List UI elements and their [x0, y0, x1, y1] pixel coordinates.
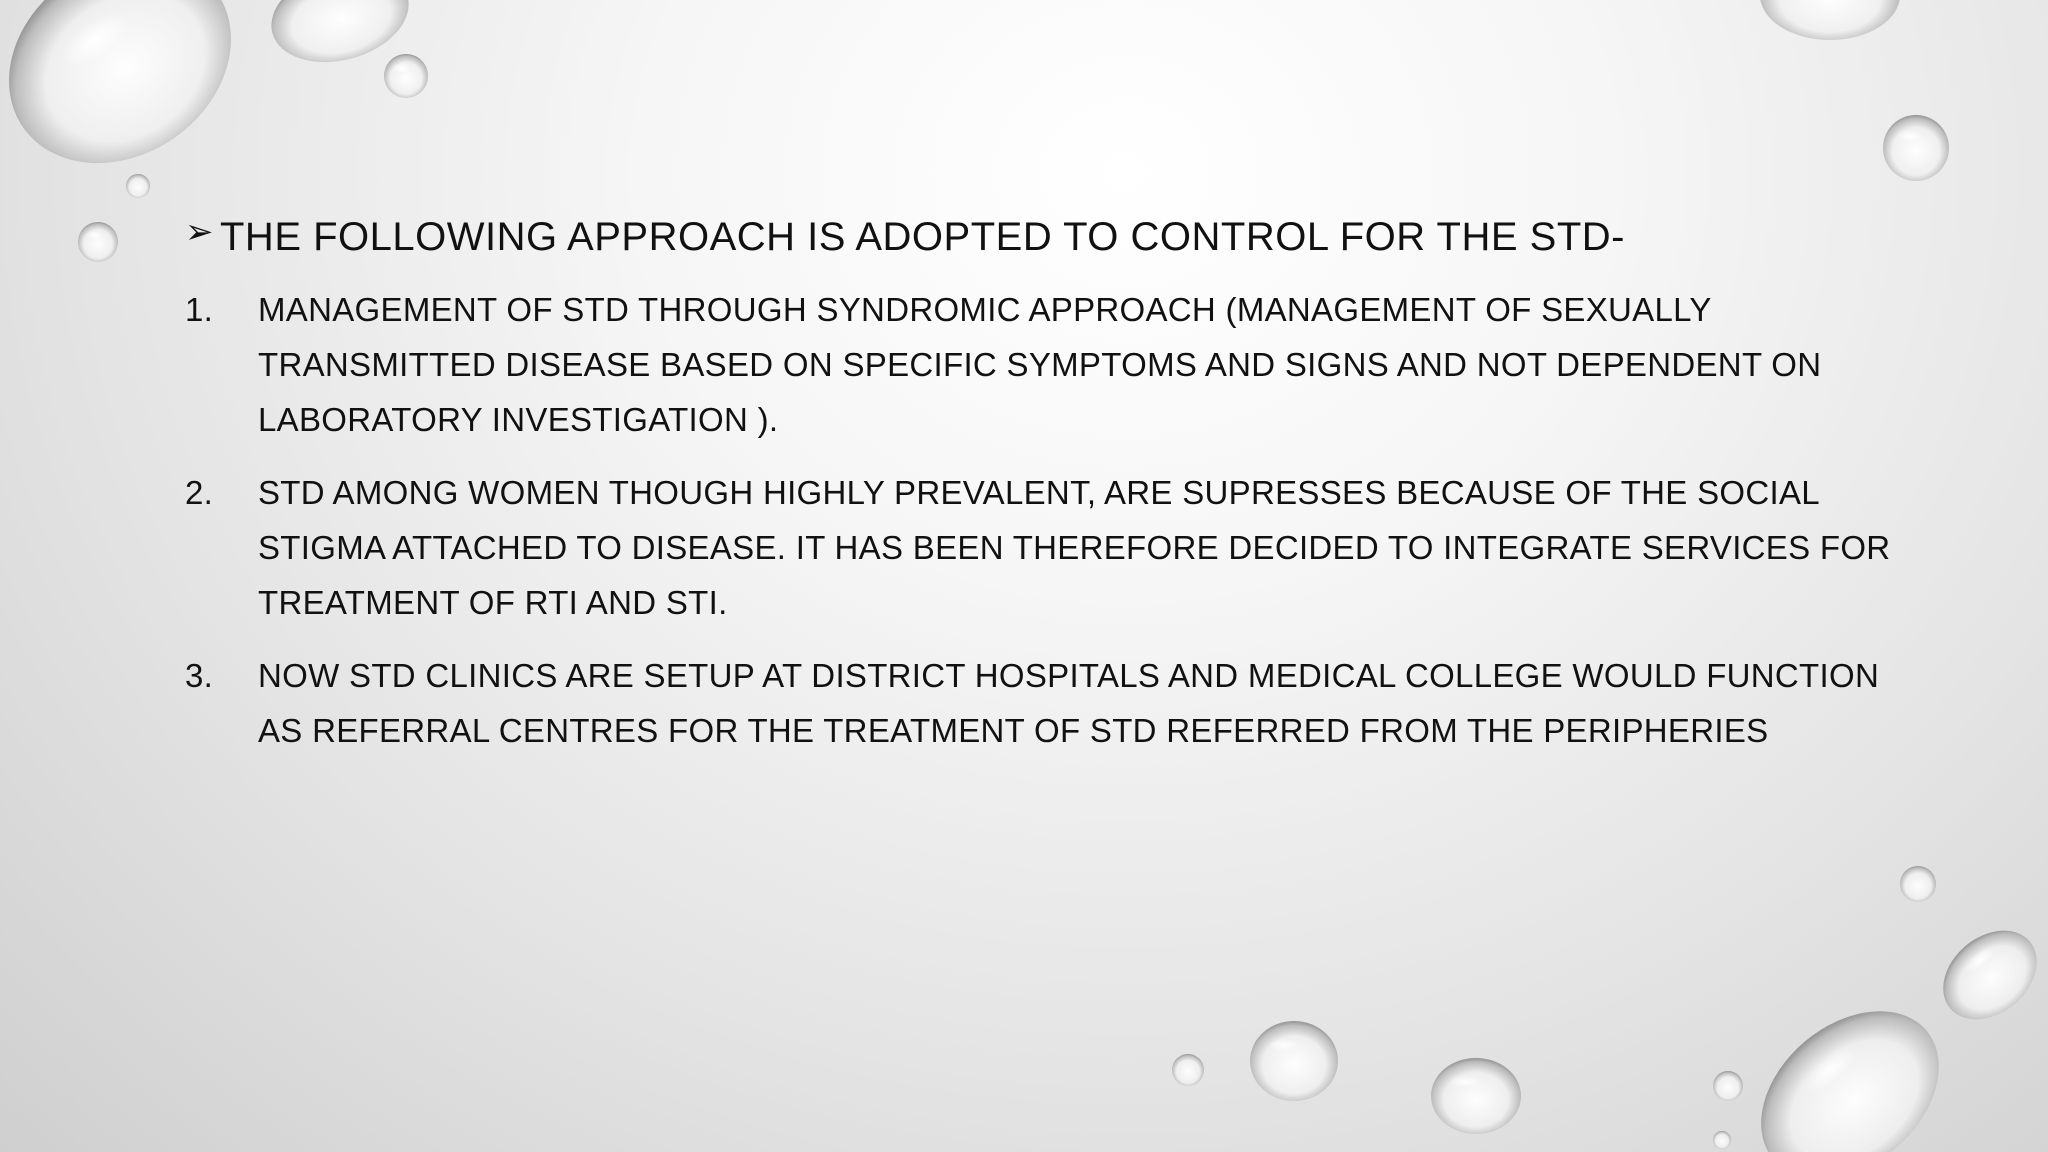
list-item-text: STD AMONG WOMEN THOUGH HIGHLY PREVALENT, ARE SUPRESSES BECAUSE OF THE SOCIAL STIGMA ATTACHED TO DISEASE. IT HAS BEEN THEREFORE DECIDED TO INTEGRATE SERVICES FOR TREATMENT OF RTI AND STI. — [258, 474, 1891, 621]
list-item-number: 2. — [185, 474, 214, 511]
droplet — [1431, 1058, 1521, 1134]
list-item-text: MANAGEMENT OF STD THROUGH SYNDROMIC APPROACH (MANAGEMENT OF SEXUALLY TRANSMITTED DISEASE BASED ON SPECIFIC SYMPTOMS AND SIGNS AND NOT DEPENDENT ON LABORATORY INVESTIGATION ). — [258, 291, 1822, 438]
droplet — [1713, 1131, 1731, 1149]
list-item-number: 3. — [185, 657, 214, 694]
droplet — [1250, 1021, 1338, 1101]
arrow-bullet-icon: ➢ — [185, 212, 214, 251]
list-item-number: 1. — [185, 291, 214, 328]
droplet — [1728, 977, 1971, 1152]
droplet — [126, 174, 150, 198]
droplet — [1883, 115, 1949, 181]
list-item-text: NOW STD CLINICS ARE SETUP AT DISTRICT HOSPITALS AND MEDICAL COLLEGE WOULD FUNCTION AS REFERRAL CENTRES FOR THE TREATMENT OF STD REFERRED FROM THE PERIPHERIES — [258, 657, 1880, 749]
numbered-list — [185, 282, 1905, 758]
list-item — [185, 648, 1905, 758]
heading-text: THE FOLLOWING APPROACH IS ADOPTED TO CONTROL FOR THE STD- — [220, 215, 1625, 259]
list-item — [185, 282, 1905, 447]
slide-content — [185, 212, 1905, 776]
droplet — [1760, 0, 1900, 40]
list-item — [185, 465, 1905, 630]
droplet — [1926, 912, 2048, 1037]
droplet — [1172, 1054, 1204, 1086]
droplet — [1713, 1071, 1743, 1101]
droplet — [78, 222, 118, 262]
droplet — [384, 54, 428, 98]
slide-heading — [185, 212, 1905, 260]
droplet — [1900, 866, 1936, 902]
